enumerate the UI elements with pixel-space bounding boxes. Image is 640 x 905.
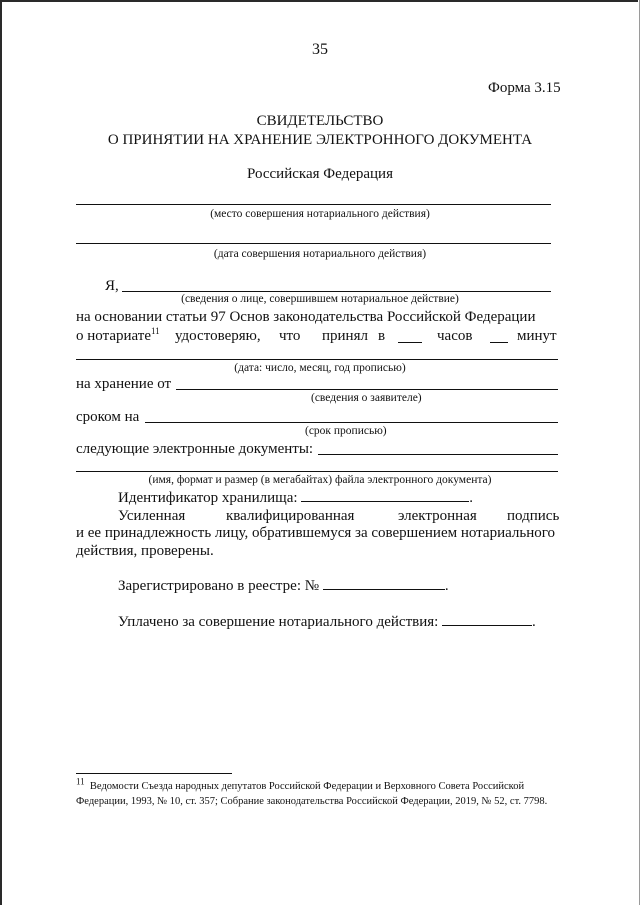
signature-word-1: Усиленная (118, 508, 186, 524)
basis-certify: удостоверяю, (175, 328, 261, 344)
registry-label: Зарегистрировано в реестре: № . (118, 578, 449, 594)
signature-line2: и ее принадлежность лицу, обратившемуся за совершением нотариального (76, 525, 556, 541)
signature-line3: действия, проверены. (76, 543, 214, 559)
hours-label: часов (437, 328, 473, 344)
place-field-line[interactable] (76, 204, 551, 205)
document-title-line1: СВИДЕТЕЛЬСТВО (256, 113, 384, 129)
registry-number-field[interactable] (323, 577, 445, 590)
ya-label: Я, (105, 278, 119, 294)
minutes-label: минут (517, 328, 557, 344)
footnote-separator (76, 773, 232, 774)
basis-in: в (378, 328, 386, 344)
basis-that: что (279, 328, 301, 344)
fee-amount-field[interactable] (442, 613, 532, 626)
storage-from-label: на хранение от (76, 376, 172, 392)
applicant-field-line[interactable] (176, 389, 558, 390)
form-label: Форма 3.15 (488, 80, 561, 96)
minutes-field-line[interactable] (490, 342, 508, 343)
date-field-line[interactable] (76, 243, 551, 244)
date-field-caption: (дата совершения нотариального действия) (213, 248, 427, 260)
date-words-field-line[interactable] (76, 359, 558, 360)
fee-paid-label: Уплачено за совершение нотариального действия: . (118, 614, 536, 630)
footnote-marker: 11 (76, 776, 85, 787)
notary-info-caption: (сведения о лице, совершившем нотариальное действие) (181, 293, 459, 305)
footnote-line2: Федерации, 1993, № 10, ст. 357; Собрание законодательства Российской Федерации, 2019, № 52, ст. 7798. (76, 796, 548, 807)
basis-accepted: принял (322, 328, 368, 344)
storage-id-field[interactable] (301, 489, 469, 502)
file-info-field-line[interactable] (76, 471, 558, 472)
notary-info-field-line[interactable] (122, 291, 551, 292)
term-caption: (срок прописью) (305, 425, 387, 437)
applicant-caption: (сведения о заявителе) (311, 392, 422, 404)
place-field-caption: (место совершения нотариального действия) (210, 208, 430, 220)
document-title-line2: О ПРИНЯТИИ НА ХРАНЕНИЕ ЭЛЕКТРОННОГО ДОКУМЕНТА (107, 132, 533, 148)
signature-word-4: подпись (507, 508, 560, 524)
documents-label: следующие электронные документы: (76, 441, 314, 457)
basis-notary: о нотариате$^{11}$ (76, 326, 160, 344)
signature-word-3: электронная (398, 508, 477, 524)
country-name: Российская Федерация (247, 166, 393, 182)
term-label: сроком на (76, 409, 140, 425)
signature-word-2: квалифицированная (226, 508, 355, 524)
hours-field-line[interactable] (398, 342, 422, 343)
term-field-line[interactable] (145, 422, 558, 423)
documents-field-line[interactable] (318, 454, 558, 455)
footnote-line1: $^{11}$ Ведомости Съезда народных депутатов Российской Федерации и Верховного Совета Российской (76, 776, 525, 792)
date-words-caption: (дата: число, месяц, год прописью) (234, 362, 406, 374)
page-border-top (2, 0, 638, 2)
page-number: 35 (312, 41, 328, 58)
storage-id-label: Идентификатор хранилища: . (118, 490, 474, 506)
file-info-caption: (имя, формат и размер (в мегабайтах) файла электронного документа) (148, 474, 492, 486)
basis-line1: на основании статьи 97 Основ законодательства Российской Федерации (76, 309, 536, 325)
footnote-ref: 11 (151, 326, 160, 336)
